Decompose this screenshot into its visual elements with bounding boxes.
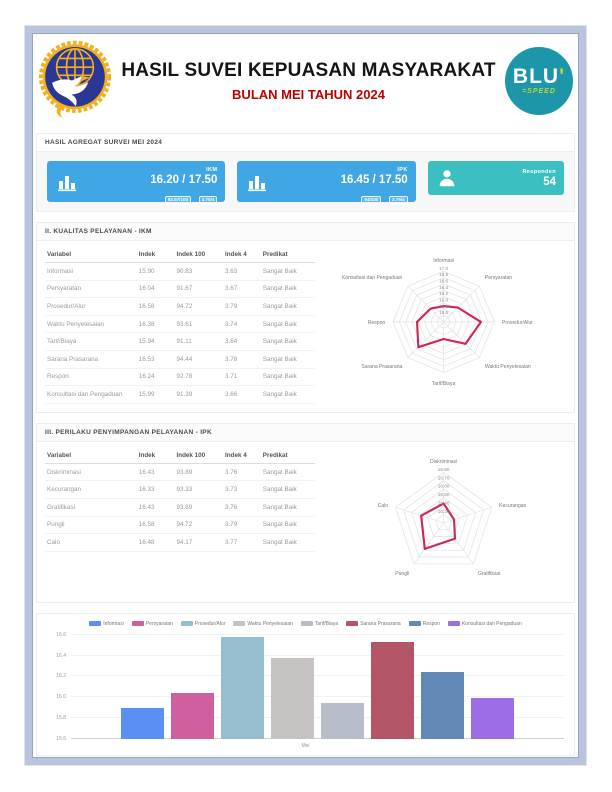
column-header: Indek <box>137 448 175 464</box>
svg-text:Calo: Calo <box>377 502 388 509</box>
table-cell: Sangat Baik <box>261 280 315 298</box>
table-cell: 16.04 <box>137 280 175 298</box>
table-cell: 15.90 <box>137 263 175 281</box>
blu-logo-accent: ' <box>559 65 566 88</box>
table-cell: Waktu Penyelesaian <box>45 315 137 333</box>
table-row <box>45 481 315 499</box>
legend-swatch <box>89 621 101 626</box>
ikm-score-100-badge: 92.57/100 <box>165 196 191 205</box>
table-cell: Prosedur/Alur <box>45 298 137 316</box>
table-cell: 3.76 <box>223 463 261 481</box>
svg-text:15.6: 15.6 <box>438 310 448 316</box>
table-row <box>45 280 315 298</box>
table-row <box>45 315 315 333</box>
table-cell: 3.73 <box>223 481 261 499</box>
legend-swatch <box>448 621 460 626</box>
table-cell: 93.33 <box>174 481 223 499</box>
table-cell: Sangat Baik <box>261 298 315 316</box>
table-cell: Pungli <box>45 516 137 534</box>
table-cell: 16.58 <box>137 298 175 316</box>
legend-label: Waktu Penyelesaian <box>247 620 293 627</box>
ipk-label: IPK <box>397 167 408 173</box>
bar <box>221 637 264 739</box>
section-ipk-title: III. PERILAKU PENYIMPANGAN PELAYANAN - IPK <box>37 424 574 442</box>
column-header: Indek 4 <box>223 448 261 464</box>
ipk-score-100-badge: 94/100 <box>361 196 381 205</box>
section-ipk <box>36 423 575 603</box>
table-cell: 3.67 <box>223 280 261 298</box>
svg-text:Kecurangan: Kecurangan <box>498 502 527 509</box>
svg-text:Tarif/Biaya: Tarif/Biaya <box>431 381 456 388</box>
table-cell: Diskriminasi <box>45 463 137 481</box>
title-block <box>112 60 505 102</box>
table-row <box>45 386 315 404</box>
table-row <box>45 534 315 552</box>
legend-swatch <box>346 621 358 626</box>
table-cell: 15.99 <box>137 386 175 404</box>
svg-text:Sarana Prasarana: Sarana Prasarana <box>361 364 403 371</box>
bar-plot <box>71 635 564 739</box>
column-header: Predikat <box>261 247 315 263</box>
table-cell: 91.11 <box>174 333 223 351</box>
legend-label: Prosedur/Alur <box>194 620 226 627</box>
table-cell: Sangat Baik <box>261 333 315 351</box>
table-cell: Calo <box>45 534 137 552</box>
legend-label: Informasi <box>103 620 124 627</box>
svg-text:16.70: 16.70 <box>437 475 450 481</box>
svg-text:16.6: 16.6 <box>438 278 448 284</box>
legend-label: Konsultasi dan Pengaduan <box>461 620 522 627</box>
table-row <box>45 368 315 386</box>
report-subtitle: BULAN MEI TAHUN 2024 <box>232 86 385 102</box>
ipk-card <box>237 161 415 202</box>
svg-text:Pungli: Pungli <box>395 570 410 577</box>
table-cell: Sangat Baik <box>261 516 315 534</box>
report-page <box>36 36 575 754</box>
ipk-score-4-badge: 3.76/4 <box>389 196 408 205</box>
column-header: Predikat <box>261 448 315 464</box>
bar-chart-icon <box>245 170 269 194</box>
table-cell: 16.48 <box>137 534 175 552</box>
table-cell: 3.79 <box>223 298 261 316</box>
table-cell: 16.24 <box>137 368 175 386</box>
table-cell: 94.72 <box>174 298 223 316</box>
table-cell: Informasi <box>45 263 137 281</box>
blu-logo-speed-text: =SPEED <box>522 88 556 95</box>
table-cell: 94.72 <box>174 516 223 534</box>
bar <box>271 658 314 739</box>
table-cell: 3.77 <box>223 534 261 552</box>
legend-swatch <box>409 621 421 626</box>
svg-text:Persyaratan: Persyaratan <box>484 275 512 282</box>
table-header-row <box>45 448 315 464</box>
table-cell: 16.33 <box>137 481 175 499</box>
legend-swatch <box>233 621 245 626</box>
y-axis-tick: 15.8 <box>56 714 66 721</box>
y-axis-tick: 16.2 <box>56 673 66 680</box>
table-cell: Sangat Baik <box>261 481 315 499</box>
ikm-value: 16.20 / 17.50 <box>150 174 218 186</box>
y-axis-tick: 15.6 <box>56 735 66 742</box>
bar <box>121 708 164 739</box>
ikm-card <box>47 161 225 202</box>
person-icon <box>436 167 458 189</box>
svg-text:Informasi: Informasi <box>433 258 454 265</box>
legend-label: Persyaratan <box>145 620 173 627</box>
table-row <box>45 298 315 316</box>
svg-text:Gratifikasi: Gratifikasi <box>477 570 501 577</box>
svg-text:16.4: 16.4 <box>438 284 448 290</box>
ipk-radar-chart <box>321 448 566 594</box>
svg-text:16.40: 16.40 <box>437 500 450 506</box>
table-cell: Sangat Baik <box>261 368 315 386</box>
svg-text:Waktu Penyelesaian: Waktu Penyelesaian <box>484 364 531 371</box>
aggregate-section <box>36 133 575 212</box>
bar-x-label: Mei <box>301 742 310 749</box>
legend-item <box>301 621 338 627</box>
table-cell: 3.64 <box>223 333 261 351</box>
table-cell: 3.76 <box>223 498 261 516</box>
table-cell: 16.38 <box>137 315 175 333</box>
column-header: Indek 100 <box>174 448 223 464</box>
table-cell: Sarana Prasarana <box>45 350 137 368</box>
table-cell: 16.53 <box>137 350 175 368</box>
y-axis-tick: 16.4 <box>56 652 66 659</box>
report-title: HASIL SUVEI KEPUASAN MASYARAKAT <box>121 59 496 81</box>
responden-value: 54 <box>543 175 556 188</box>
blu-speed-logo <box>505 47 573 115</box>
legend-item <box>89 621 124 627</box>
table-cell: 16.43 <box>137 498 175 516</box>
column-header: Variabel <box>45 247 137 263</box>
section-ikm-title: II. KUALITAS PELAYANAN - IKM <box>37 223 574 241</box>
table-cell: 93.89 <box>174 498 223 516</box>
table-cell: 94.17 <box>174 534 223 552</box>
table-cell: Tarif/Biaya <box>45 333 137 351</box>
bar-legend <box>47 621 564 627</box>
svg-text:16.80: 16.80 <box>437 466 450 472</box>
table-cell: Sangat Baik <box>261 315 315 333</box>
table-cell: 93.61 <box>174 315 223 333</box>
legend-label: Tarif/Biaya <box>314 620 339 627</box>
stat-cards-row <box>37 152 574 211</box>
column-header: Variabel <box>45 448 137 464</box>
svg-text:Prosedur/Alur: Prosedur/Alur <box>501 319 533 326</box>
table-cell: 3.78 <box>223 350 261 368</box>
blu-logo-text: BLU' <box>512 65 566 88</box>
ipk-table <box>45 448 315 552</box>
legend-swatch <box>181 621 193 626</box>
legend-item <box>132 621 173 627</box>
legend-item <box>346 621 401 627</box>
ikm-label: IKM <box>206 167 218 173</box>
table-row <box>45 516 315 534</box>
table-row <box>45 350 315 368</box>
table-cell: 15.94 <box>137 333 175 351</box>
bars-group <box>71 635 564 739</box>
table-cell: Sangat Baik <box>261 534 315 552</box>
table-cell: Persyaratan <box>45 280 137 298</box>
ikm-radar-chart <box>321 247 566 404</box>
legend-label: Respon <box>422 620 440 627</box>
legend-item <box>181 621 226 627</box>
table-cell: 3.74 <box>223 315 261 333</box>
bar <box>171 693 214 739</box>
legend-swatch <box>132 621 144 626</box>
svg-text:16.2: 16.2 <box>438 291 448 297</box>
table-cell: 3.71 <box>223 368 261 386</box>
legend-item <box>409 621 440 627</box>
table-cell: Sangat Baik <box>261 386 315 404</box>
table-cell: Sangat Baik <box>261 498 315 516</box>
responden-card <box>428 161 564 195</box>
ministry-logo <box>38 40 112 121</box>
bar <box>371 642 414 739</box>
table-cell: Konsultasi dan Pengaduan <box>45 386 137 404</box>
svg-text:Konsultasi dan Pengaduan: Konsultasi dan Pengaduan <box>341 275 403 282</box>
table-cell: Kecurangan <box>45 481 137 499</box>
table-cell: 3.63 <box>223 263 261 281</box>
column-header: Indek 100 <box>174 247 223 263</box>
legend-label: Sarana Prasarana <box>360 620 401 627</box>
section-ikm <box>36 222 575 413</box>
table-cell: 91.67 <box>174 280 223 298</box>
svg-text:16.30: 16.30 <box>437 508 450 514</box>
table-cell: Sangat Baik <box>261 463 315 481</box>
table-row <box>45 498 315 516</box>
svg-text:16.8: 16.8 <box>438 272 448 278</box>
table-cell: 16.43 <box>137 463 175 481</box>
table-cell: 3.79 <box>223 516 261 534</box>
table-row <box>45 333 315 351</box>
responden-label: Responden <box>522 168 556 175</box>
legend-item <box>233 621 292 627</box>
table-cell: 92.78 <box>174 368 223 386</box>
y-axis-tick: 16.0 <box>56 694 66 701</box>
table-cell: Gratifikasi <box>45 498 137 516</box>
svg-text:15.8: 15.8 <box>438 303 448 309</box>
column-header: Indek 4 <box>223 247 261 263</box>
ikm-score-4-badge: 3.70/4 <box>199 196 218 205</box>
report-header <box>36 36 575 129</box>
bar-chart-icon <box>55 170 79 194</box>
table-cell: 93.89 <box>174 463 223 481</box>
svg-text:16.50: 16.50 <box>437 491 450 497</box>
bar <box>321 703 364 738</box>
svg-text:16.60: 16.60 <box>437 483 450 489</box>
column-header: Indek <box>137 247 175 263</box>
table-cell: Sangat Baik <box>261 350 315 368</box>
aggregate-section-title: HASIL AGREGAT SURVEI MEI 2024 <box>37 134 574 152</box>
y-axis-tick: 16.6 <box>56 631 66 638</box>
table-row <box>45 463 315 481</box>
table-cell: 3.66 <box>223 386 261 404</box>
ikm-table <box>45 247 315 404</box>
svg-text:Respon: Respon <box>367 319 385 326</box>
legend-item <box>448 621 522 627</box>
bar <box>471 698 514 739</box>
ipk-value: 16.45 / 17.50 <box>340 174 408 186</box>
svg-text:17.0: 17.0 <box>438 265 448 271</box>
table-row <box>45 263 315 281</box>
table-header-row <box>45 247 315 263</box>
svg-text:16.0: 16.0 <box>438 297 448 303</box>
table-cell: 90.83 <box>174 263 223 281</box>
table-cell: Respon <box>45 368 137 386</box>
table-cell: 16.58 <box>137 516 175 534</box>
table-cell: 94.44 <box>174 350 223 368</box>
table-cell: Sangat Baik <box>261 263 315 281</box>
bar <box>421 672 464 739</box>
bar-chart-card <box>36 613 575 756</box>
table-cell: 91.39 <box>174 386 223 404</box>
legend-swatch <box>301 621 313 626</box>
bar-y-axis <box>47 631 71 742</box>
svg-text:Diskriminasi: Diskriminasi <box>429 458 457 465</box>
